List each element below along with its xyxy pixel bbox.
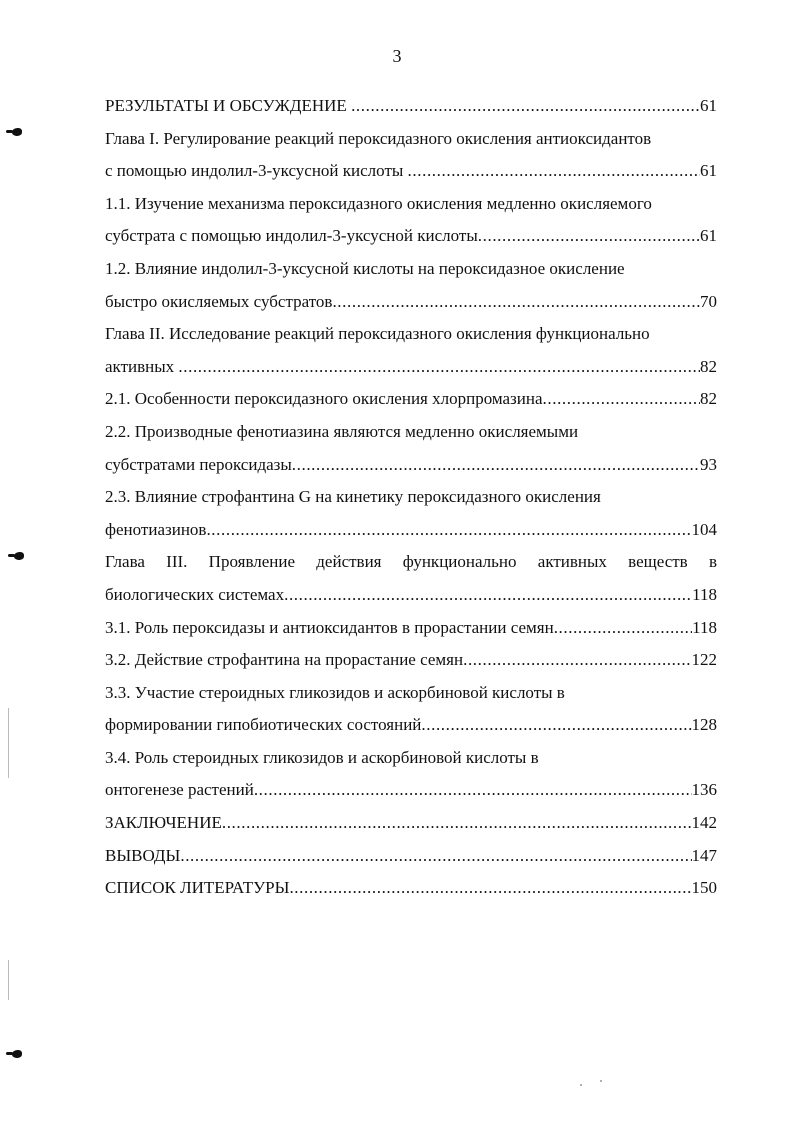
toc-entry: [105, 449, 717, 482]
toc-entry: [105, 155, 717, 188]
toc-entry-title-line: 1.2. Влияние индолил-3-уксусной кислоты на пероксидазное окисление: [105, 258, 625, 278]
toc-entry-title: субстратами пероксидазы: [105, 454, 292, 474]
page-number: 3: [392, 46, 402, 66]
toc-entry: [105, 90, 717, 123]
toc-entry: [105, 514, 717, 547]
toc-entry: [105, 774, 717, 807]
toc-entry: [105, 220, 717, 253]
toc-entry-title: ЗАКЛЮЧЕНИЕ: [105, 813, 222, 833]
toc-entry: [105, 383, 717, 416]
toc-entry-title: 3.1. Роль пероксидазы и антиоксидантов в прорастании семян: [105, 617, 554, 637]
toc-entry-title: биологических системах: [105, 584, 285, 604]
toc-entry-title: 3.2. Действие строфантина на прорастание семян: [105, 650, 464, 670]
binder-hole-mark-icon: [12, 1050, 22, 1058]
toc-entry-title-line: Глава I. Регулирование реакций пероксидазного окисления антиоксидантов: [105, 128, 652, 148]
toc-page-number: 82: [700, 356, 717, 376]
toc-dot-leader: [351, 90, 700, 123]
scan-edge-line: [8, 960, 9, 1000]
toc-entry-title: активных: [105, 356, 179, 376]
toc-entry-title-line: 2.2. Производные фенотиазина являются медленно окисляемыми: [105, 421, 579, 441]
toc-entry-title: фенотиазинов: [105, 519, 207, 539]
toc-entry-title: РЕЗУЛЬТАТЫ И ОБСУЖДЕНИЕ: [105, 96, 352, 115]
toc-entry-title: онтогенезе растений: [105, 780, 254, 800]
toc-entry: [105, 807, 717, 840]
toc-entry-title-line: 3.3. Участие стероидных гликозидов и аскорбиновой кислоты в: [105, 682, 565, 702]
toc-dot-leader: [554, 612, 692, 645]
toc-page-number: 128: [691, 715, 717, 735]
toc-entry-title: СПИСОК ЛИТЕРАТУРЫ: [105, 878, 290, 898]
toc-page-number: 136: [691, 780, 717, 800]
toc-entry-title-line: 3.4. Роль стероидных гликозидов и аскорбиновой кислоты в: [105, 747, 539, 767]
binder-hole-mark-icon: [12, 128, 22, 136]
toc-page-number: 122: [691, 650, 717, 670]
toc-page-number: 147: [691, 845, 717, 865]
toc-entry-title-line: Глава II. Исследование реакций пероксидазного окисления функционально: [105, 324, 650, 344]
toc-entry: [105, 644, 717, 677]
toc-dot-leader: [180, 840, 691, 873]
toc-entry: [105, 872, 717, 905]
toc-dot-leader: [178, 351, 700, 384]
toc-dot-leader: [254, 774, 692, 807]
toc-entry: [105, 709, 717, 742]
toc-page-number: 118: [692, 617, 717, 637]
toc-page-number: 61: [700, 161, 717, 181]
toc-dot-leader: [332, 286, 700, 319]
scan-speck: [580, 1084, 582, 1086]
toc-dot-leader: [421, 709, 691, 742]
toc-entry-title-line: 1.1. Изучение механизма пероксидазного окисления медленно окисляемого: [105, 193, 652, 213]
toc-entry-title-line: 2.3. Влияние строфантина G на кинетику пероксидазного окисления: [105, 487, 601, 507]
toc-dot-leader: [478, 220, 700, 253]
toc-dot-leader: [206, 514, 691, 547]
toc-page-number: 61: [700, 96, 717, 115]
scan-edge-line: [8, 708, 9, 778]
toc-entry: [105, 579, 717, 612]
toc-dot-leader: [292, 449, 700, 482]
toc-page-number: 82: [700, 389, 717, 409]
toc-page-number: 93: [700, 454, 717, 474]
toc-dot-leader: [408, 155, 700, 188]
toc-page-number: 61: [700, 226, 717, 246]
toc-page-number: 142: [691, 813, 717, 833]
toc-entry: [105, 286, 717, 319]
toc-entry-title: формировании гипобиотических состояний: [105, 715, 422, 735]
scan-speck: [600, 1080, 602, 1082]
toc-dot-leader: [543, 383, 700, 416]
table-of-contents: [105, 90, 717, 905]
toc-entry: [105, 351, 717, 384]
toc-entry-title: субстрата с помощью индолил-3-уксусной кислоты: [105, 226, 478, 246]
toc-page-number: 150: [691, 878, 717, 898]
toc-entry-title-line: Глава III. Проявление действия функционально активных веществ в: [105, 552, 717, 572]
toc-dot-leader: [463, 644, 691, 677]
toc-dot-leader: [289, 872, 691, 905]
binder-hole-mark-icon: [14, 552, 24, 560]
toc-entry-title: ВЫВОДЫ: [105, 845, 181, 865]
toc-page-number: 118: [692, 584, 717, 604]
toc-dot-leader: [284, 579, 692, 612]
toc-page-number: 70: [700, 291, 717, 311]
toc-page-number: 104: [691, 519, 717, 539]
toc-entry: [105, 612, 717, 645]
toc-entry-title: быстро окисляемых субстратов: [105, 291, 333, 311]
toc-dot-leader: [222, 807, 692, 840]
toc-entry-title: с помощью индолил-3-уксусной кислоты: [105, 161, 408, 181]
toc-entry-title: 2.1. Особенности пероксидазного окисления хлорпромазина: [105, 389, 543, 409]
toc-entry: [105, 840, 717, 873]
